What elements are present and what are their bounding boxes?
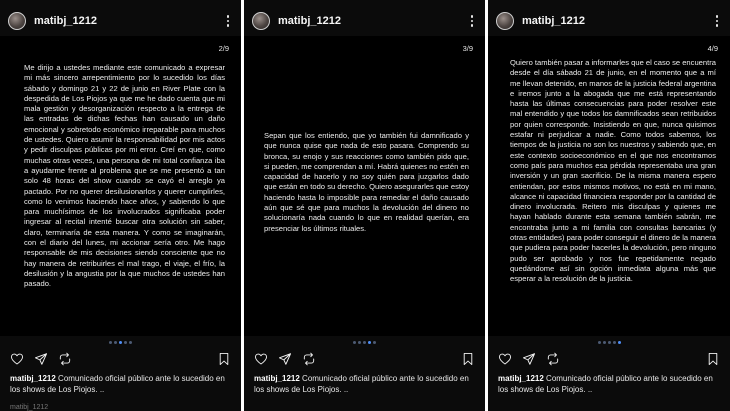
- heart-icon[interactable]: [498, 352, 512, 366]
- username[interactable]: matibj_1212: [34, 15, 97, 27]
- heart-icon[interactable]: [254, 352, 268, 366]
- send-icon[interactable]: [278, 352, 292, 366]
- action-bar: [10, 351, 231, 367]
- post-header: [496, 8, 724, 34]
- slide-text: Sepan que los entiendo, que yo también fui damnificado y que nunca quise que nada de esto pasara. Comprendo su bronca, su enojo y sus reacciones como también pido que, si pueden, me comprendan a mí. Habrá quienes no estén en capacidad de hacerlo y no soy quién para juzgarlos dado que están en todo su derecho. Quiero asegurarles que estoy haciendo hasta lo imposible para remediar el daño causado aún que sé que para muchos la devolución del dinero no solucionaría nada cuando lo que en realidad querían, era presenciar los últimos rituales.: [264, 131, 469, 233]
- carousel-slide[interactable]: [0, 36, 241, 336]
- bookmark-icon[interactable]: [461, 352, 475, 366]
- username[interactable]: matibj_1212: [522, 15, 585, 27]
- post-header: [8, 8, 235, 34]
- post-caption: [10, 374, 231, 395]
- avatar[interactable]: [496, 12, 514, 30]
- username[interactable]: matibj_1212: [278, 15, 341, 27]
- caption-text: Comunicado oficial público ante lo sucedido en los shows de Los Piojos. ..: [10, 374, 225, 394]
- slide-counter: 4/9: [707, 44, 718, 53]
- post-caption: [498, 374, 720, 395]
- repost-icon[interactable]: [58, 352, 72, 366]
- heart-icon[interactable]: [10, 352, 24, 366]
- bookmark-icon[interactable]: [706, 352, 720, 366]
- caption-username[interactable]: matibj_1212: [10, 374, 56, 383]
- avatar[interactable]: [252, 12, 270, 30]
- more-options-icon[interactable]: [465, 15, 479, 27]
- slide-counter: 3/9: [462, 44, 473, 53]
- carousel-dots: [244, 341, 485, 344]
- post-panel-3: [488, 0, 730, 411]
- caption-text: Comunicado oficial público ante lo sucedido en los shows de Los Piojos. ..: [254, 374, 469, 394]
- action-bar: [498, 351, 720, 367]
- post-caption: [254, 374, 475, 395]
- more-options-icon[interactable]: [710, 15, 724, 27]
- post-header: [252, 8, 479, 34]
- caption-username[interactable]: matibj_1212: [498, 374, 544, 383]
- slide-counter: 2/9: [218, 44, 229, 53]
- post-panel-1: [0, 0, 241, 411]
- send-icon[interactable]: [522, 352, 536, 366]
- more-options-icon[interactable]: [221, 15, 235, 27]
- carousel-slide[interactable]: [488, 36, 730, 336]
- bookmark-icon[interactable]: [217, 352, 231, 366]
- carousel-dots: [488, 341, 730, 344]
- action-bar: [254, 351, 475, 367]
- caption-username[interactable]: matibj_1212: [254, 374, 300, 383]
- carousel-dots: [0, 341, 241, 344]
- repost-icon[interactable]: [546, 352, 560, 366]
- next-post-username: matibj_1212: [10, 404, 49, 411]
- repost-icon[interactable]: [302, 352, 316, 366]
- caption-text: Comunicado oficial público ante lo sucedido en los shows de Los Piojos. ..: [498, 374, 713, 394]
- avatar[interactable]: [8, 12, 26, 30]
- send-icon[interactable]: [34, 352, 48, 366]
- post-panel-2: [244, 0, 485, 411]
- carousel-slide[interactable]: [244, 36, 485, 336]
- slide-text: Quiero también pasar a informarles que el caso se encuentra desde el día sábado 21 de junio, en el momento que a mí me llevan detenido, en manos de la justicia federal argentina e iremos junto a la abogada que me está representando hasta las últimas consecuencias para poder resolver este mal entendido y que todos los damnificados sean retribuidos por quien corresponde. Insistiendo en que, nunca quisimos estafar ni perjudicar a nadie. Como todos sabemos, los tiempos de la justicia no son los nuestros y sabiendo que, en este contexto socioeconómico en el que nos encontramos como país para muchos esa pérdida representaba una gran inversión y un gran sacrificio. De la misma manera espero entiendan, por estos mismos motivos, no está en mi mano, alcance ni capacidad financiera responder por la cantidad de dinero involucrada. Reitero mis disculpas y quienes me hayan hablado durante esta semana también sabrán, me encontraba junto a mi familia con consultas bancarias (y otras entidades) para poder conseguir el dinero de la manera que pudiera para poder hacerles la devolución, pero ninguno pudo ser aprobado y nos fue repetidamente negado quedándome así sin opción inmediata alguna más que esperar a la resolución de la justicia.: [510, 58, 717, 284]
- slide-text: Me dirijo a ustedes mediante este comunicado a expresar mi más sincero arrepentimiento por lo sucedido los días sábado y domingo 21 y 22 de junio en River Plate con la despedida de Los Piojos ya que me he dado cuenta que mi mala gestión y desorganización respecto a la entrega de las entradas de dichas fechas han causado un daño emocional y sobretodo económico irreparable para muchos de ustedes. Quiero asumir la responsabilidad por mis actos y pedir disculpas públicas por mi error. Creí en que, como muchas otras veces, una persona de mi total confianza iba a ayudarme frente al problema que se me presentó a tan solo 48 horas del show cuando se cayó el arreglo ya pactado. Por no querer desilusionarlos y querer cumplirles, como lo venimos haciendo hace años, y sabiendo lo que para muchísimos de los involucrados significaba poder ingresar al recital intenté buscar otra solución sin saber, claro, terminaría de esta manera. Y como se imaginarán, con el diario del lunes, mi accionar sería otro. Me hago responsable de mis decisiones siendo consciente que no hay manera de retribuirles el mal trago, el viaje, el frío, la desilusión y la angustia por la que muchos de ustedes han pasado.: [24, 63, 225, 289]
